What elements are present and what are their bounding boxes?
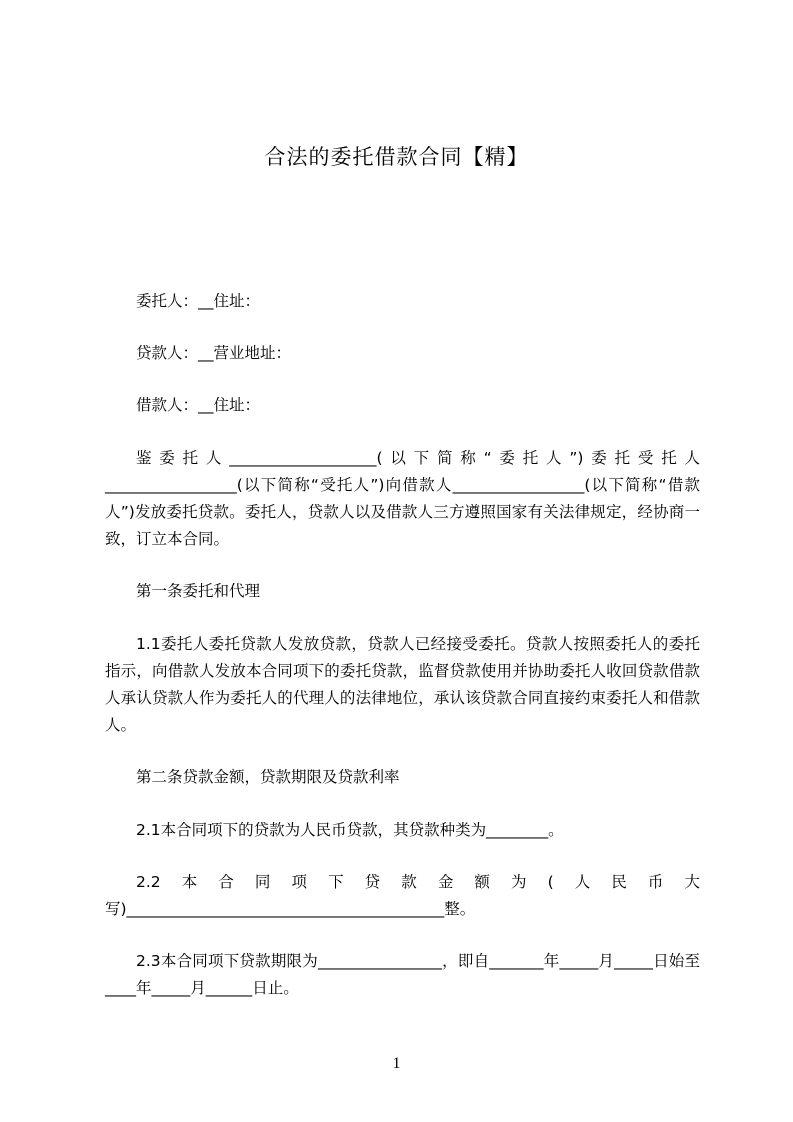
paragraph-lender: 贷款人：__营业地址： bbox=[136, 344, 292, 362]
document-body bbox=[105, 288, 700, 1002]
paragraph-client: 委托人：__住址： bbox=[136, 292, 261, 310]
page-number: 1 bbox=[392, 1055, 401, 1072]
section-heading-1: 第一条委托和代理 bbox=[136, 582, 261, 600]
section-heading-2: 第二条贷款金额，贷款期限及贷款利率 bbox=[136, 768, 400, 786]
clause-2-3: 2.3本合同项下贷款期限为________________，即自_______年_____月_____日始至____年_____月______日止。 bbox=[105, 952, 700, 997]
paragraph-borrower: 借款人：__住址： bbox=[136, 396, 261, 414]
clause-1-1: 1.1委托人委托贷款人发放贷款，贷款人已经接受委托。贷款人按照委托人的委托指示，向借款人发放本合同项下的委托贷款，监督贷款使用并协助委托人收回贷款借款人承认贷款人作为委托人的代理人的法律地位，承认该贷款合同直接约束委托人和借款人。 bbox=[105, 635, 700, 734]
paragraph-preamble: 鉴委托人___________________(以下简称“委托人”)委托受托人_________________(以下简称“受托人”)向借款人_________________(以下简称“借款人”)发放委托贷款。委托人，贷款人以及借款人三方遵照国家有关法律规定，经协商一致，订立本合同。 bbox=[105, 449, 700, 548]
clause-2-1: 2.1本合同项下的贷款为人民币贷款，其贷款种类为________。 bbox=[136, 821, 564, 839]
document-title: 合法的委托借款合同【精】 bbox=[264, 145, 529, 169]
clause-2-2: 2.2本合同项下贷款金额为(人民币大写)_________________________________________整。 bbox=[105, 873, 700, 918]
